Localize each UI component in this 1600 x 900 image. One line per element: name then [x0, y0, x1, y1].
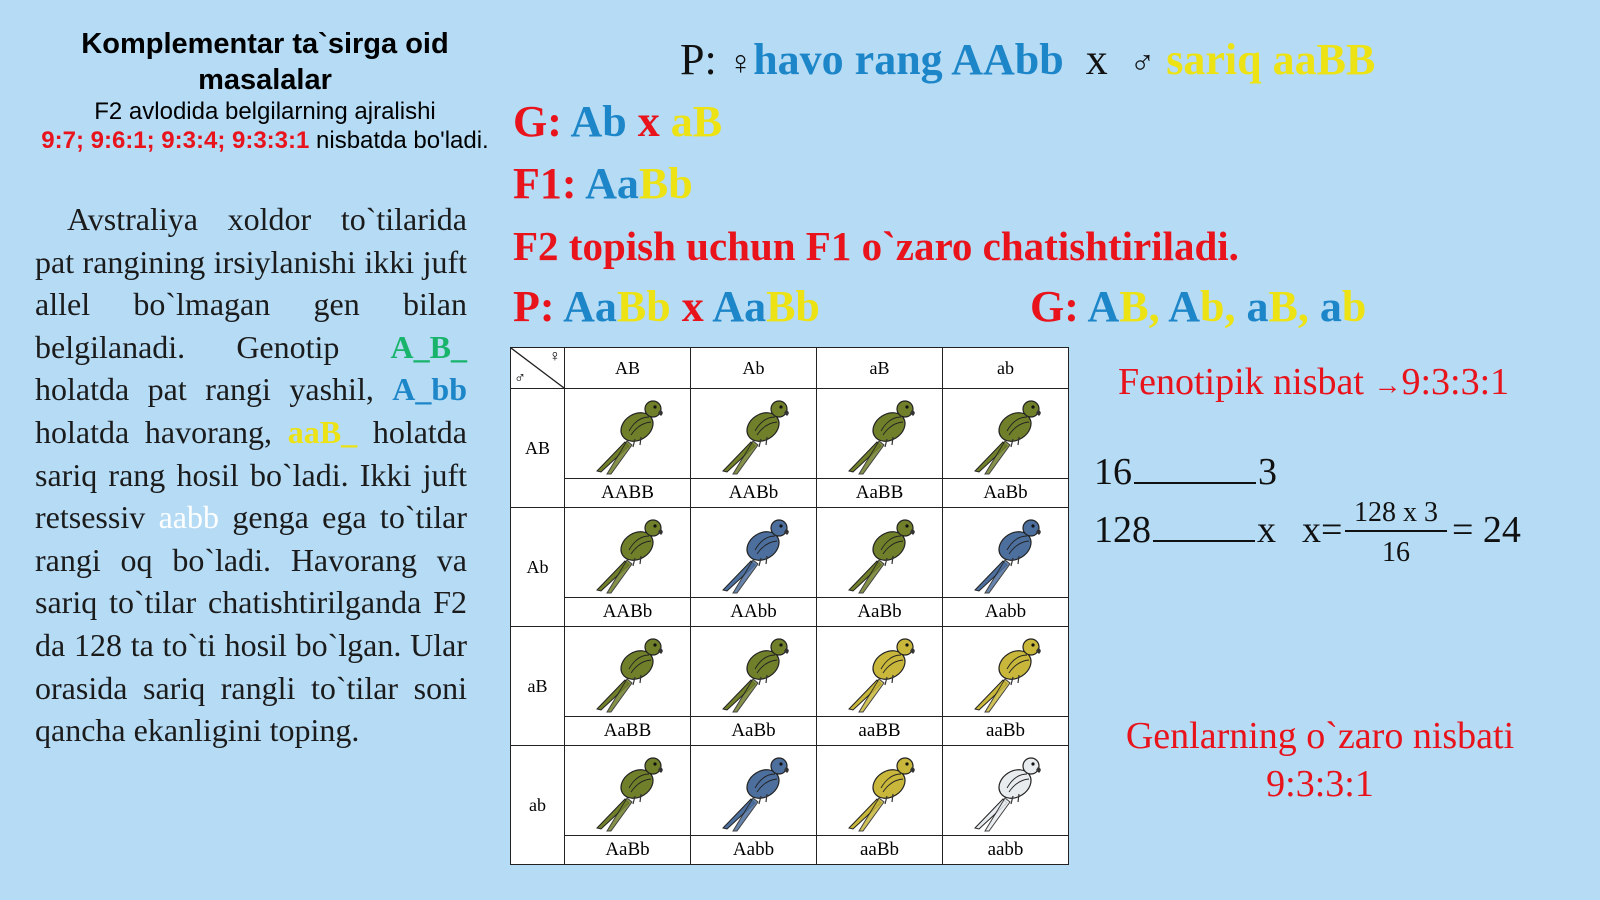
punnett-cell: [817, 746, 943, 865]
punnett-cell: [817, 389, 943, 508]
parrot-icon: [969, 633, 1044, 713]
punnett-row: [511, 389, 1069, 508]
punnett-cell: [691, 746, 817, 865]
row-header: AB: [511, 389, 565, 508]
cross-x: x: [1085, 35, 1108, 84]
cross-x: x: [681, 282, 704, 331]
calc-3: 3: [1258, 451, 1277, 493]
gamete-1-b: B: [1119, 282, 1149, 331]
punnett-cell: [817, 508, 943, 627]
female-symbol: ♀: [549, 348, 561, 365]
punnett-cell: [943, 508, 1069, 627]
parrot-icon: [591, 752, 666, 832]
parents-line-2: [513, 281, 820, 333]
f1-genotype-a: Aa: [585, 159, 639, 208]
genotype-label: AABb: [691, 478, 816, 507]
genotype-label: AaBB: [565, 716, 690, 745]
f2-instruction: F2 topish uchun F1 o`zaro chatishtiriladi.: [513, 223, 1239, 269]
punnett-cell: [691, 508, 817, 627]
gene-ratio: [1110, 712, 1530, 808]
phenotype-label: Fenotipik nisbat: [1118, 361, 1364, 403]
gamete-2-a: A: [1168, 282, 1200, 331]
punnett-square: [510, 347, 1069, 865]
punnett-row: [511, 627, 1069, 746]
gamete-4-b: b: [1341, 282, 1367, 331]
parrot-icon: [717, 633, 792, 713]
punnett-cell: [565, 508, 691, 627]
parrot-icon: [969, 395, 1044, 475]
p2-a1: Aa: [563, 282, 617, 331]
genotype-label: AaBb: [565, 835, 690, 864]
genotype-label: AAbb: [691, 597, 816, 626]
gamete-2-b: b: [1199, 282, 1225, 331]
male-parent: sariq aaBB: [1166, 35, 1376, 84]
gamete-3-a: a: [1246, 282, 1269, 331]
blank-line: [1134, 482, 1256, 484]
gamete-ab: Ab: [570, 97, 627, 146]
female-parent: havo rang AAbb: [753, 35, 1064, 84]
punnett-cell: [565, 746, 691, 865]
calc-16: 16: [1094, 451, 1132, 493]
gametes-line-1: [513, 96, 722, 148]
calc-result: = 24: [1452, 509, 1521, 551]
ratio-list: 9:7; 9:6:1; 9:3:4; 9:3:3:1: [41, 127, 310, 154]
punnett-cell: [943, 389, 1069, 508]
genotype-green: A_B_: [390, 328, 467, 365]
column-header: ab: [943, 348, 1069, 389]
punnett-cell: [943, 627, 1069, 746]
problem-part-4: holatda sariq rang hosil bo`ladi. Ikki juft retsessiv: [35, 413, 468, 536]
parents-line: [680, 34, 1375, 90]
blank-line: [1153, 540, 1255, 542]
gene-ratio-label: Genlarning o`zaro nisbati: [1125, 715, 1515, 757]
separator: ,: [1297, 282, 1320, 331]
row-header: ab: [511, 746, 565, 865]
parrot-icon: [717, 395, 792, 475]
row-header: aB: [511, 627, 565, 746]
genotype-white: aabb: [158, 499, 219, 536]
proportion-line-1: [1094, 450, 1277, 494]
parrot-icon: [591, 514, 666, 594]
parrot-icon: [843, 395, 918, 475]
male-symbol: ♂: [514, 370, 526, 387]
genotype-label: AABB: [565, 478, 690, 507]
parrot-icon: [717, 514, 792, 594]
punnett-row: [511, 746, 1069, 865]
gamete-aB: aB: [670, 97, 723, 146]
problem-part-1: Avstraliya xoldor to`tilarida pat rangining irsiylanishi ikki juft allel bo`lmagan gen bilan belgilanadi. Genotip: [35, 201, 467, 365]
x-equals: x=: [1302, 509, 1343, 551]
genotype-label: AaBb: [691, 716, 816, 745]
male-symbol: ♂: [1129, 45, 1156, 82]
parrot-icon: [843, 752, 918, 832]
f1-genotype-b: Bb: [638, 159, 693, 208]
parrot-icon: [717, 752, 792, 832]
cross-x: x: [637, 97, 660, 146]
fraction-numerator: 128 x 3: [1345, 496, 1447, 532]
f1-line: [513, 158, 693, 210]
problem-part-2: holatda pat rangi yashil,: [35, 371, 393, 408]
p2-b1: Bb: [616, 282, 671, 331]
parrot-icon: [843, 633, 918, 713]
genotype-label: AaBb: [817, 597, 942, 626]
problem-part-3: holatda havorang,: [35, 413, 288, 450]
punnett-row: [511, 508, 1069, 627]
phenotype-value: 9:3:3:1: [1401, 361, 1510, 403]
proportion-line-2: [1094, 508, 1276, 552]
punnett-cell: [565, 389, 691, 508]
f1-label: F1:: [513, 159, 577, 208]
slide-title: Komplementar ta`sirga oid masalalar: [81, 28, 449, 96]
calc-128: 128: [1094, 509, 1151, 551]
separator: ,: [1148, 282, 1169, 331]
column-header: Ab: [691, 348, 817, 389]
calc-x: x: [1257, 509, 1276, 551]
genotype-label: AaBB: [817, 478, 942, 507]
problem-text: [35, 198, 467, 752]
gamete-4-a: a: [1319, 282, 1342, 331]
genotype-label: Aabb: [691, 835, 816, 864]
column-header: AB: [565, 348, 691, 389]
g-label: G:: [513, 97, 562, 146]
problem-part-5: genga ega to`tilar rangi oq bo`ladi. Havorang va sariq to`tilar chatishtirilganda F2 da 128 ta to`ti hosil bo`lgan. Ular orasida sariq rangli to`tilar soni qancha ekanligini toping.: [35, 499, 467, 749]
female-symbol: ♀: [727, 45, 754, 82]
genotype-label: aaBb: [817, 835, 942, 864]
gamete-1-a: A: [1087, 282, 1120, 331]
parrot-icon: [591, 395, 666, 475]
parrot-icon: [591, 633, 666, 713]
punnett-cell: [943, 746, 1069, 865]
subtitle: [20, 97, 510, 155]
genotype-label: Aabb: [943, 597, 1068, 626]
separator: ,: [1224, 282, 1247, 331]
phenotype-ratio: [1118, 360, 1509, 404]
parrot-icon: [969, 514, 1044, 594]
genotype-label: aaBb: [943, 716, 1068, 745]
subtitle-line1: F2 avlodida belgilarning ajralishi: [94, 98, 436, 125]
corner-cell: [511, 348, 565, 389]
p2-b2: Bb: [766, 282, 820, 331]
punnett-cell: [691, 389, 817, 508]
parrot-icon: [843, 514, 918, 594]
arrow-icon: →: [1373, 370, 1402, 401]
genotype-label: aaBB: [817, 716, 942, 745]
p2-a2: Aa: [712, 282, 767, 331]
fraction-denominator: 16: [1382, 537, 1410, 568]
p-label: P:: [680, 35, 717, 84]
column-header: aB: [817, 348, 943, 389]
genotype-label: aabb: [943, 835, 1068, 864]
genotype-label: AABb: [565, 597, 690, 626]
p2-label: P:: [513, 282, 555, 331]
gene-ratio-value: 9:3:3:1: [1266, 763, 1374, 805]
gamete-3-b: B: [1268, 282, 1298, 331]
punnett-cell: [817, 627, 943, 746]
row-header: Ab: [511, 508, 565, 627]
parrot-icon: [969, 752, 1044, 832]
genotype-yellow: aaB_: [287, 413, 358, 450]
genotype-label: AaBb: [943, 478, 1068, 507]
gametes-line-2: [1030, 281, 1366, 333]
punnett-cell: [691, 627, 817, 746]
punnett-cell: [565, 627, 691, 746]
genotype-blue: A_bb: [392, 371, 467, 408]
subtitle-line2: nisbatda bo'ladi.: [309, 127, 489, 154]
g2-label: G:: [1030, 282, 1079, 331]
